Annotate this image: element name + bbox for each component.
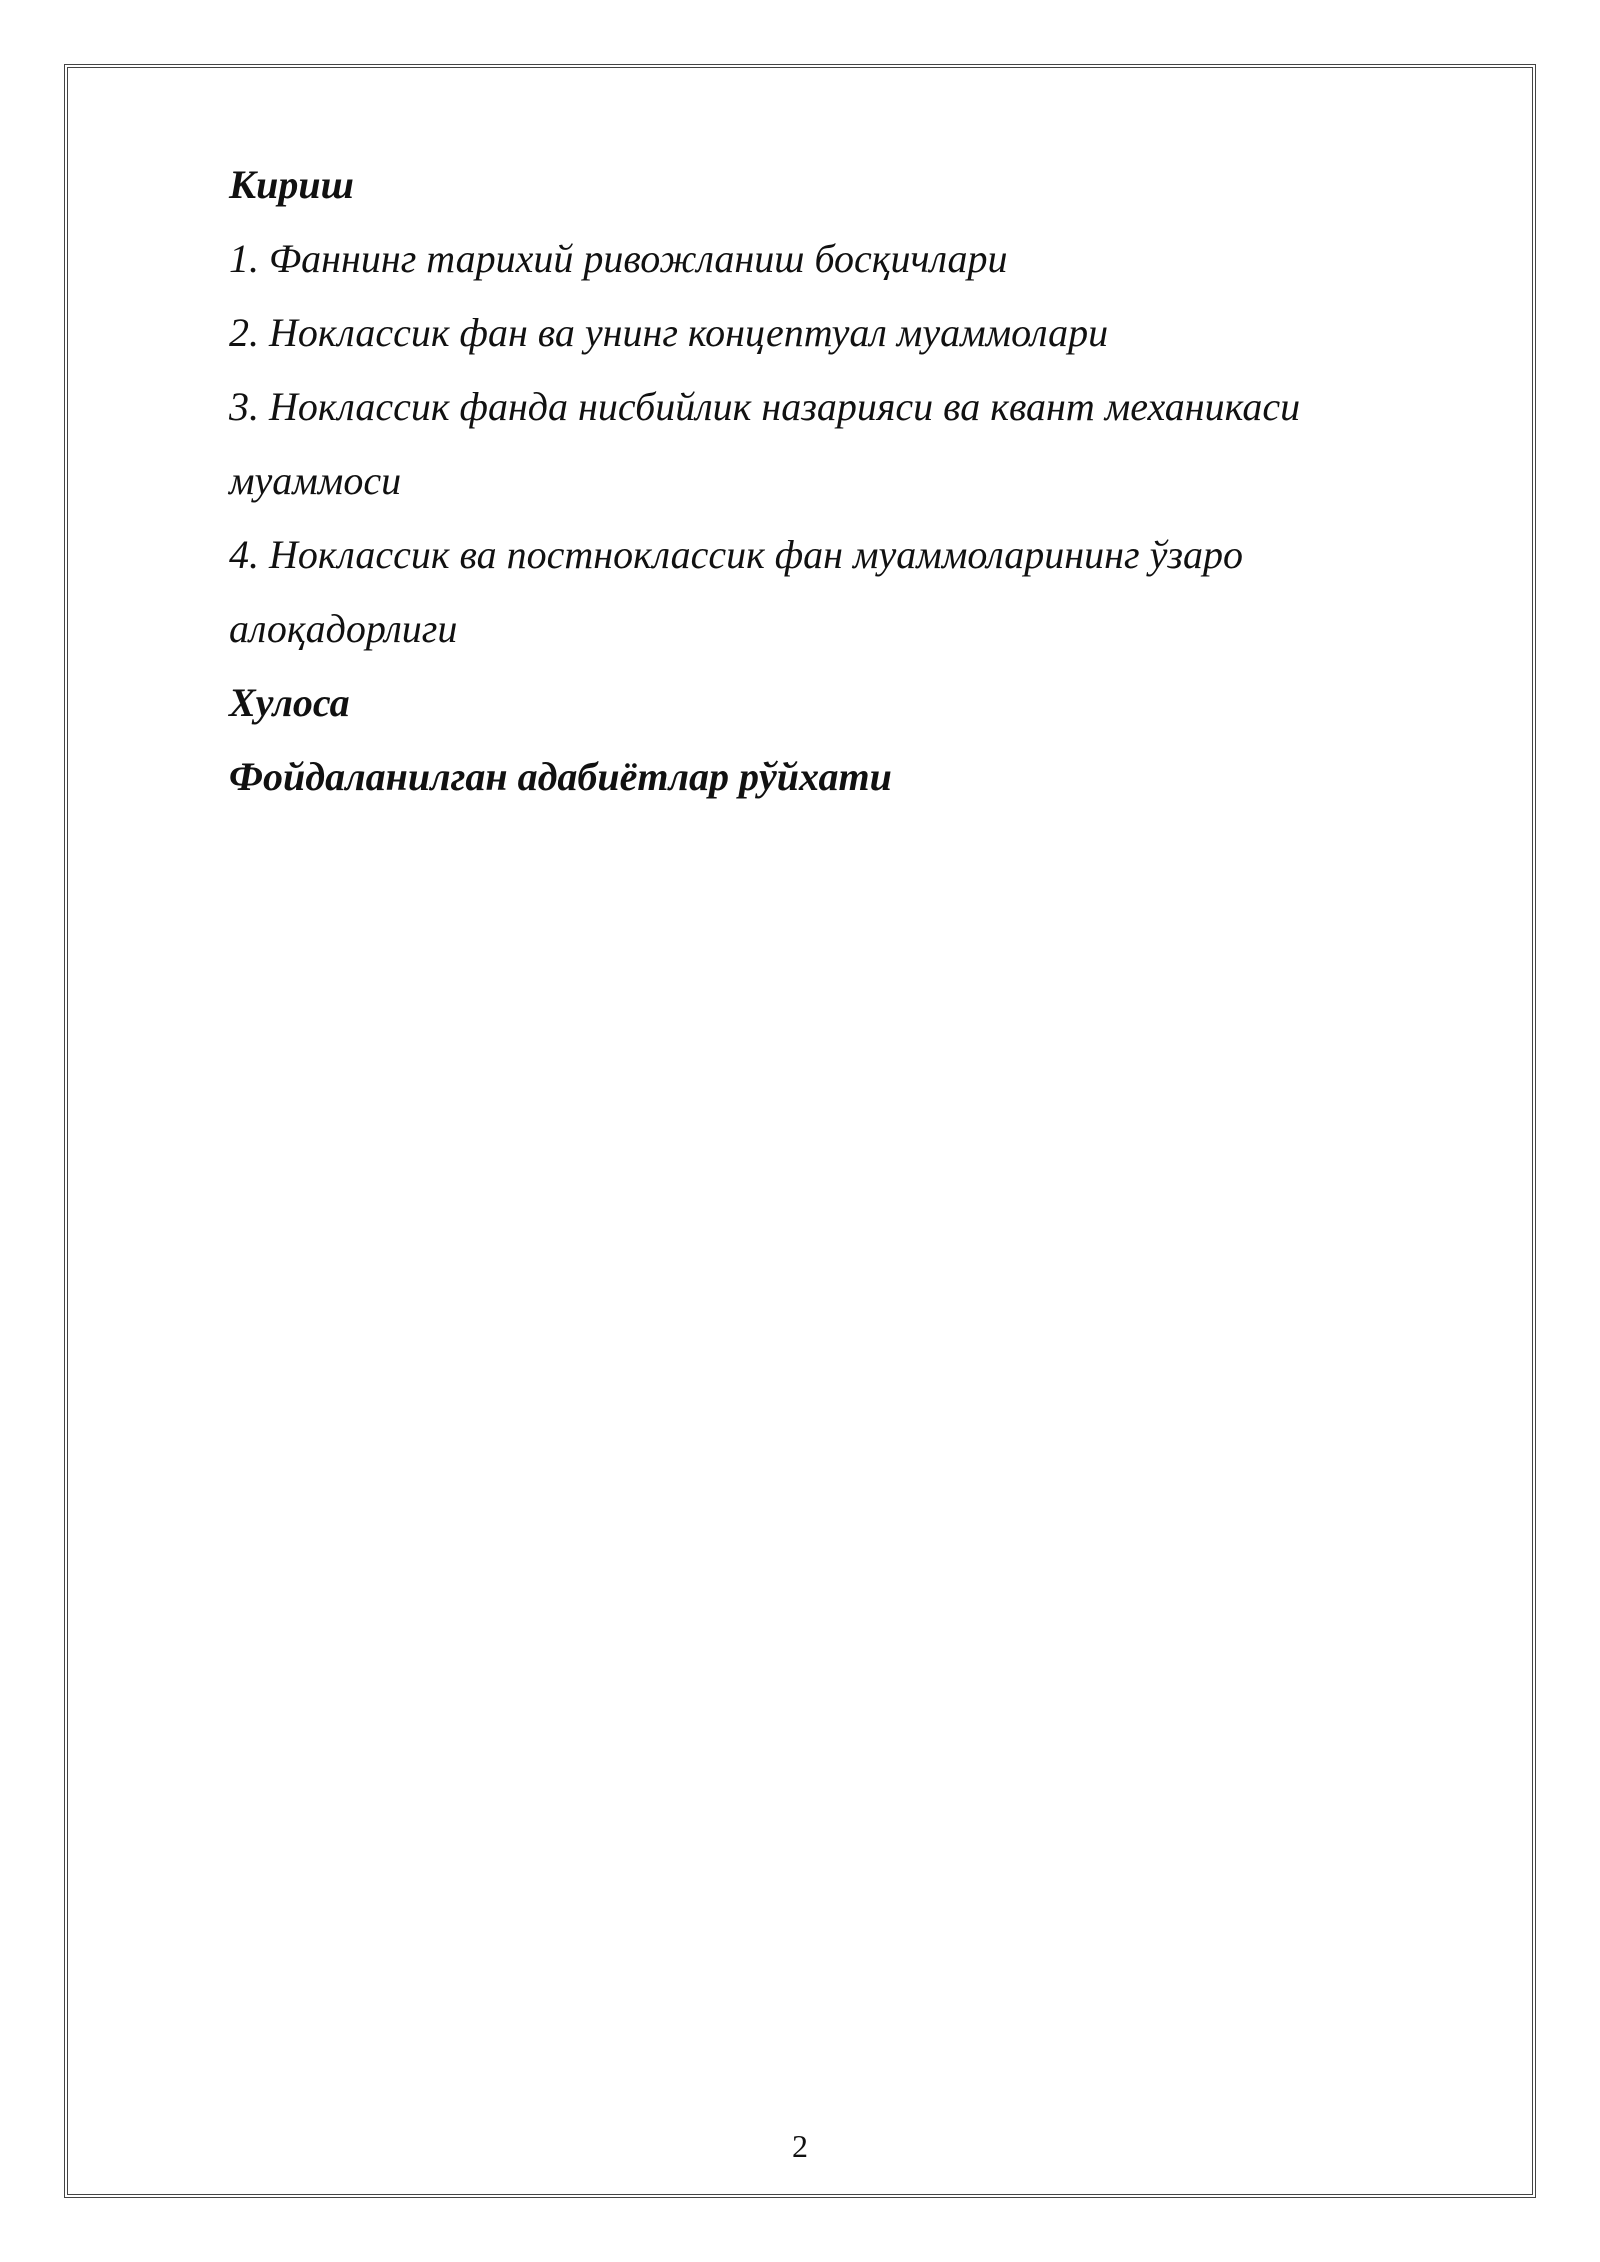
page-number: 2: [792, 2128, 808, 2164]
toc-item-text: Фаннинг тарихий ривожланиш босқичлари: [269, 236, 1008, 281]
toc-item-text: Ноклассик фан ва унинг концептуал муаммолари: [269, 310, 1109, 355]
toc-item-text: Ноклассик ва постноклассик фан муаммоларининг ўзаро: [269, 532, 1243, 577]
toc-intro: Кириш: [229, 162, 354, 207]
toc-item-number: 2.: [229, 310, 259, 355]
toc-references: Фойдаланилган адабиётлар рўйхати: [229, 754, 892, 799]
toc-item-number: 4.: [229, 532, 259, 577]
toc-item-3-continuation: муаммоси: [229, 458, 402, 503]
toc-conclusion: Хулоса: [229, 680, 350, 725]
table-of-contents: [229, 148, 1409, 814]
toc-item-number: 3.: [229, 384, 259, 429]
toc-item-4-continuation: алоқадорлиги: [229, 606, 458, 651]
toc-item-text: Ноклассик фанда нисбийлик назарияси ва квант механикаси: [269, 384, 1301, 429]
toc-item-number: 1.: [229, 236, 259, 281]
toc-item-4: [229, 518, 1409, 592]
toc-item-1: [229, 222, 1409, 296]
toc-item-2: [229, 296, 1409, 370]
toc-item-3: [229, 370, 1409, 444]
